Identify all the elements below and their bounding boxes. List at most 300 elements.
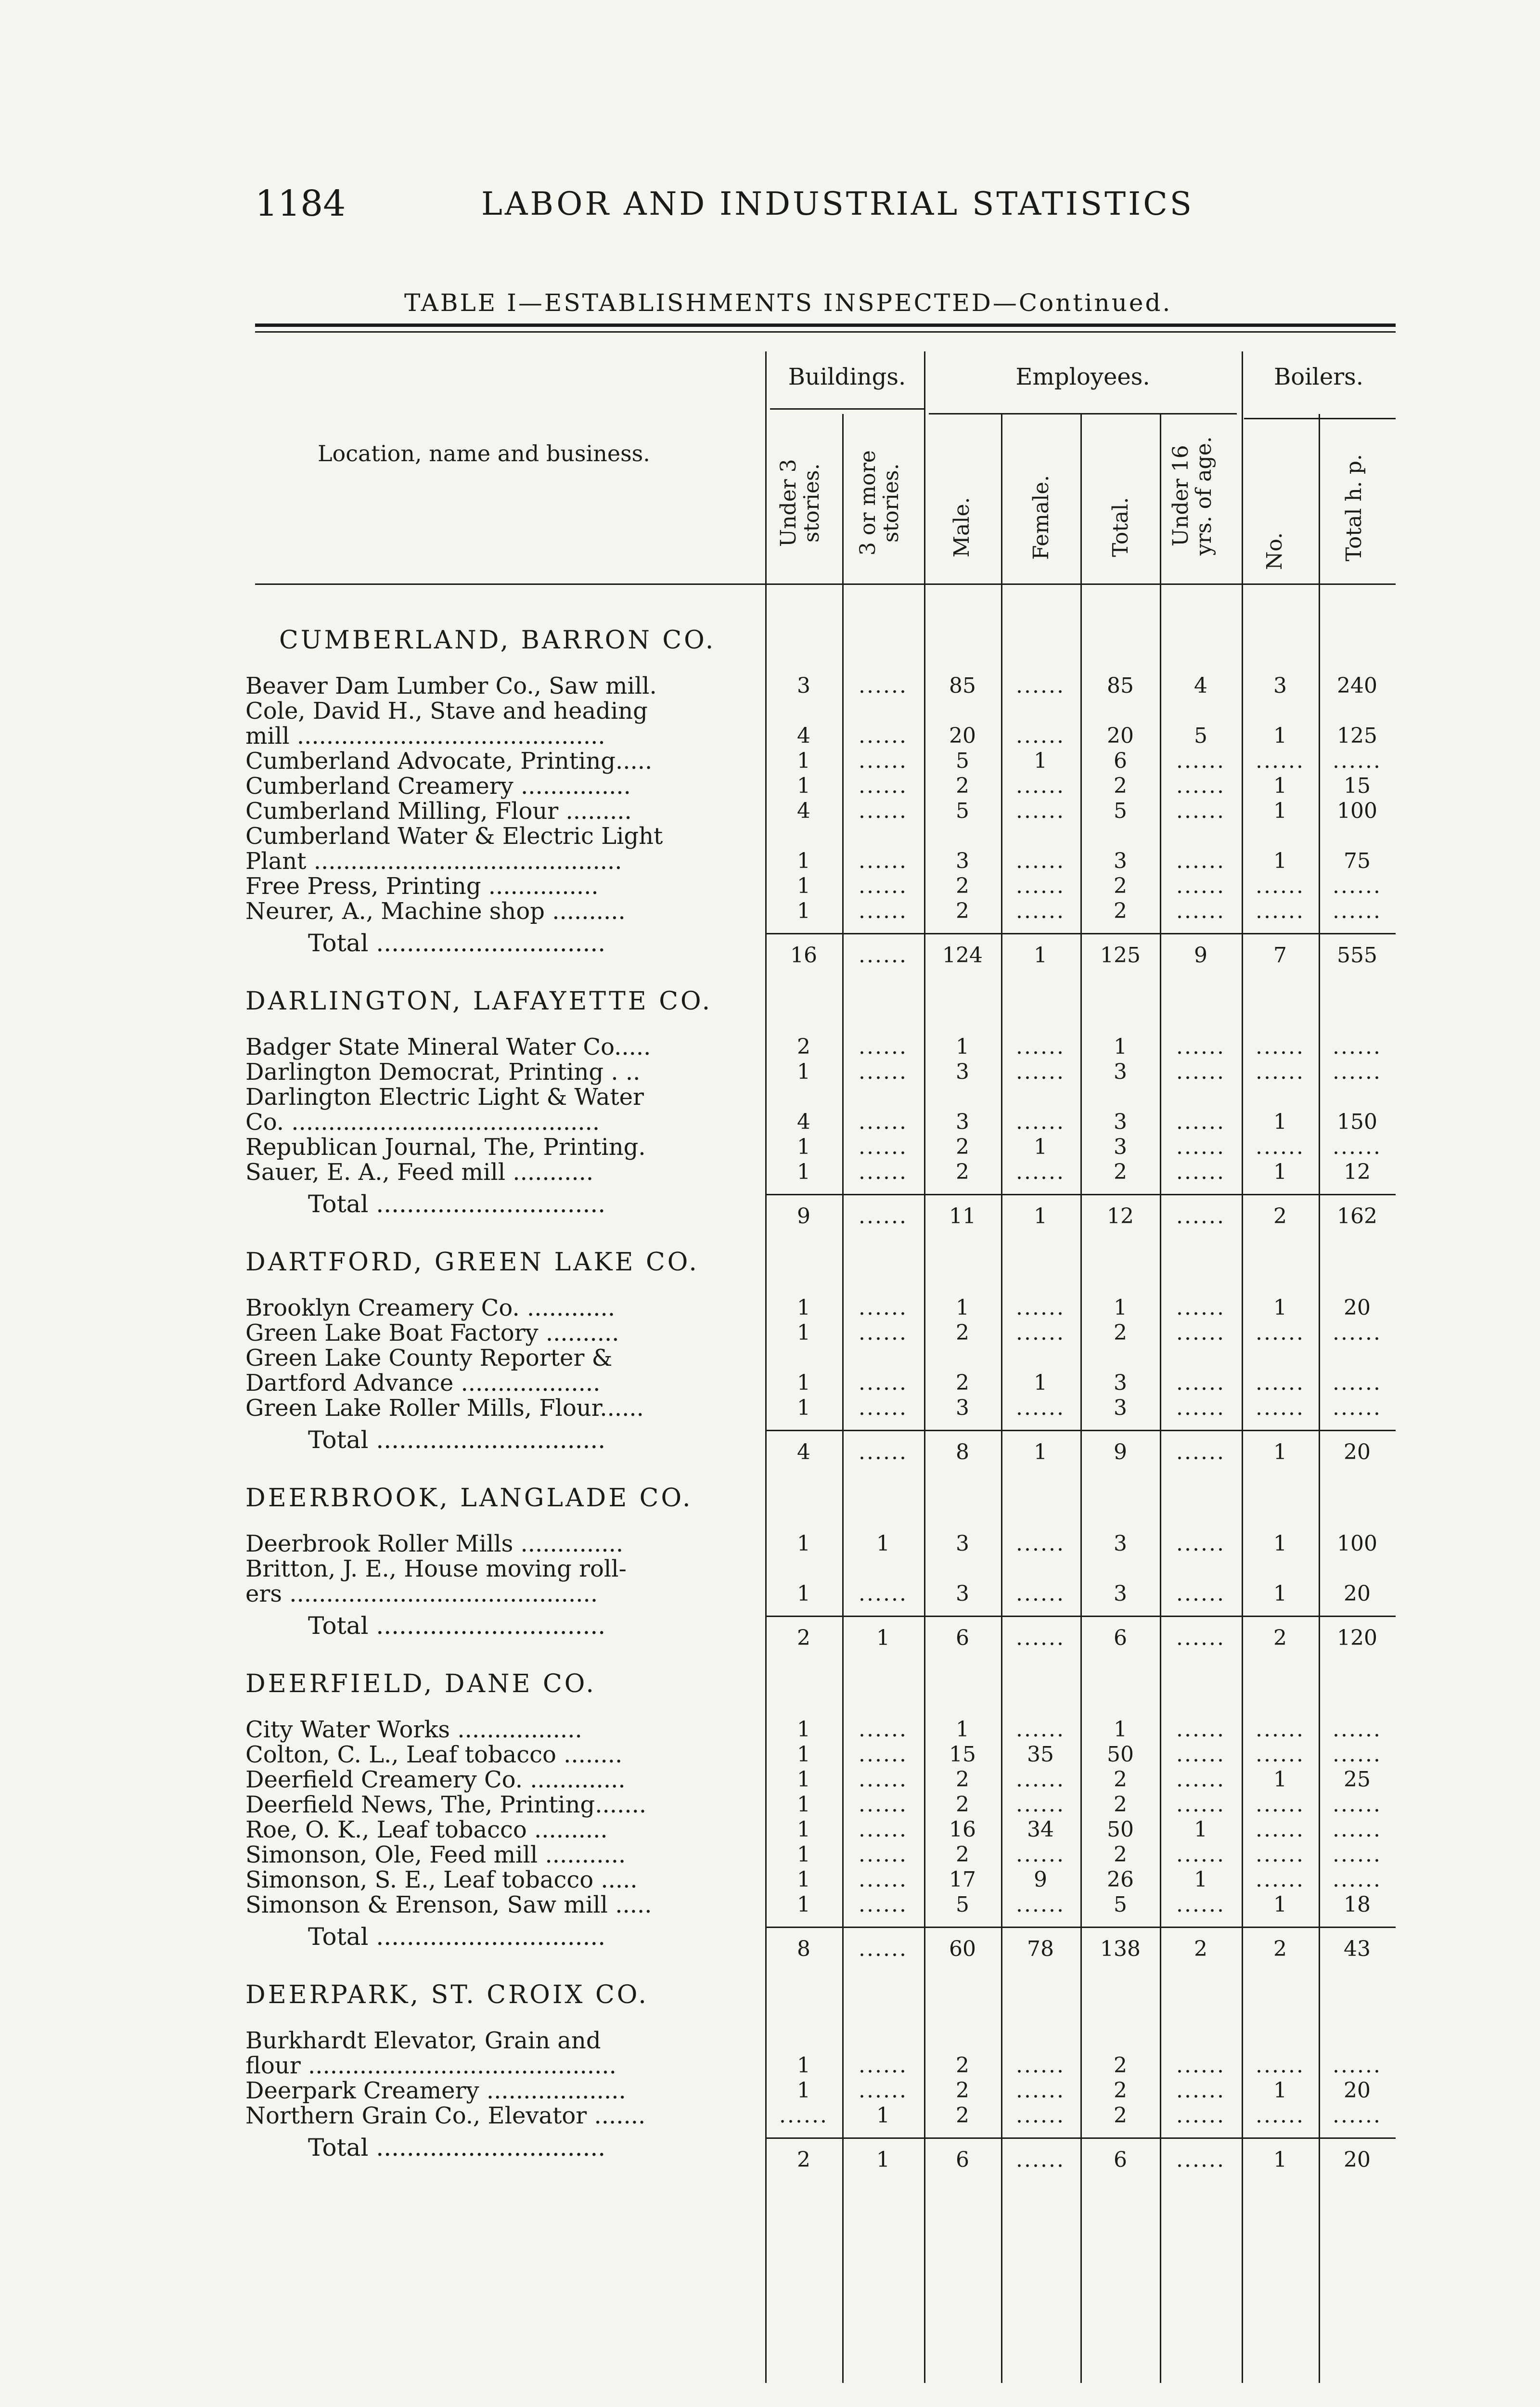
table-cell: 2 (956, 2078, 969, 2103)
total-cell: 11 (949, 1204, 976, 1229)
table-cell: 1 (797, 1892, 810, 1917)
table-cell: 1 (797, 1817, 810, 1842)
table-cell: 3 (1114, 849, 1127, 873)
section-title: DEERFIELD, DANE CO. (245, 1669, 596, 1698)
table-cell: 1 (1273, 1892, 1287, 1917)
table-cell: 1 (1114, 1717, 1127, 1742)
table-cell: ...... (1256, 1320, 1305, 1345)
table-cell: ...... (1016, 1531, 1065, 1556)
table-cell: 1 (956, 1295, 969, 1320)
row-label: Co. .......................................... (245, 1109, 600, 1136)
row-label: Deerpark Creamery ................... (245, 2077, 626, 2104)
boilers-group-header: Boilers. (1273, 363, 1364, 390)
table-cell: ...... (1176, 899, 1225, 923)
total-cell: 6 (1114, 1626, 1127, 1650)
table-cell: ...... (1333, 1371, 1382, 1395)
table-cell: 125 (1337, 724, 1377, 748)
total-cell: 16 (790, 943, 817, 968)
table-cell: 1 (797, 874, 810, 898)
total-cell: ...... (859, 1440, 908, 1464)
table-cell: 1 (797, 1160, 810, 1184)
total-cell: ...... (859, 1937, 908, 1961)
table-cell: 1 (1194, 1817, 1207, 1842)
table-cell: 1 (1273, 1295, 1287, 1320)
row-label: mill .......................................... (245, 723, 605, 750)
table-cell: 1 (876, 1531, 890, 1556)
row-label: Plant .......................................... (245, 848, 622, 875)
section-title: DARTFORD, GREEN LAKE CO. (245, 1248, 699, 1277)
table-cell: ...... (1016, 673, 1065, 698)
table-cell: ...... (859, 1320, 908, 1345)
table-cell: 50 (1107, 1817, 1134, 1842)
total-cell: ...... (1176, 2148, 1225, 2172)
total-cell: 1 (1034, 1204, 1047, 1229)
table-cell: ...... (859, 749, 908, 773)
table-cell: 1 (876, 2103, 890, 2128)
table-cell: ...... (1333, 1717, 1382, 1742)
row-label: Dartford Advance ................... (245, 1370, 601, 1397)
table-cell: 1 (797, 749, 810, 773)
location-header: Location, name and business. (318, 440, 650, 466)
row-label: flour .......................................... (245, 2052, 616, 2079)
table-cell: ...... (1176, 1742, 1225, 1767)
table-cell: 26 (1107, 1867, 1134, 1892)
table-cell: ...... (1176, 874, 1225, 898)
table-cell: 2 (1114, 899, 1127, 923)
table-cell: ...... (1256, 2103, 1305, 2128)
total-cell: 8 (956, 1440, 969, 1464)
total-header: Total. (1108, 497, 1133, 557)
total-cell: 6 (956, 1626, 969, 1650)
row-label: Republican Journal, The, Printing. (245, 1134, 646, 1161)
table-cell: ...... (859, 899, 908, 923)
table-cell: 2 (1114, 1160, 1127, 1184)
table-cell: ...... (1333, 899, 1382, 923)
row-label: Britton, J. E., House moving roll- (245, 1555, 627, 1582)
table-cell: 4 (1194, 673, 1207, 698)
table-cell: 100 (1337, 1531, 1377, 1556)
table-cell: ...... (1333, 1035, 1382, 1059)
table-cell: ...... (859, 849, 908, 873)
table-cell: ...... (1016, 2103, 1065, 2128)
table-cell: ...... (1176, 1060, 1225, 1084)
table-title: TABLE I—ESTABLISHMENTS INSPECTED—Continued. (404, 289, 1172, 317)
table-cell: ...... (1176, 1581, 1225, 1606)
table-cell: ...... (1016, 774, 1065, 798)
table-cell: ...... (859, 2053, 908, 2078)
table-cell: 20 (1344, 2078, 1371, 2103)
row-label: Cumberland Advocate, Printing..... (245, 748, 653, 775)
table-cell: ...... (859, 1817, 908, 1842)
total-label: Total .............................. (308, 1190, 606, 1218)
row-label: Cumberland Water & Electric Light (245, 823, 663, 850)
table-cell: 1 (797, 2078, 810, 2103)
table-cell: ...... (1016, 1320, 1065, 1345)
table-cell: ...... (859, 2078, 908, 2103)
section-title: CUMBERLAND, BARRON CO. (279, 626, 716, 655)
table-cell: 9 (1034, 1867, 1047, 1892)
table-cell: 5 (956, 749, 969, 773)
table-cell: 5 (1194, 724, 1207, 748)
table-cell: ...... (1176, 1110, 1225, 1134)
table-cell: 3 (1114, 1396, 1127, 1420)
table-cell: 2 (956, 1767, 969, 1792)
table-cell: 4 (797, 724, 810, 748)
table-cell: ...... (1333, 874, 1382, 898)
table-cell: 1 (797, 1867, 810, 1892)
table-cell: 2 (956, 1320, 969, 1345)
table-cell: ...... (1256, 1135, 1305, 1159)
table-cell: 1 (1194, 1867, 1207, 1892)
table-cell: ...... (1333, 1396, 1382, 1420)
page-number: 1184 (255, 183, 346, 224)
total-cell: 120 (1337, 1626, 1377, 1650)
table-cell: 1 (1034, 1135, 1047, 1159)
column-line (765, 351, 767, 2383)
total-cell: 138 (1100, 1937, 1141, 1961)
total-cell: 1 (1034, 943, 1047, 968)
table-cell: ...... (1333, 2103, 1382, 2128)
total-cell: 9 (1114, 1440, 1127, 1464)
total-cell: 124 (942, 943, 983, 968)
row-label: Brooklyn Creamery Co. ............ (245, 1294, 616, 1321)
row-label: Darlington Democrat, Printing . .. (245, 1059, 641, 1086)
row-label: Simonson & Erenson, Saw mill ..... (245, 1891, 652, 1918)
table-cell: 3 (797, 673, 810, 698)
total-cell: 1 (876, 1626, 890, 1650)
table-cell: 3 (1114, 1135, 1127, 1159)
total-cell: 1 (1273, 1440, 1287, 1464)
table-cell: ...... (1256, 749, 1305, 773)
section-title: DEERBROOK, LANGLADE CO. (245, 1484, 693, 1513)
table-cell: ...... (1176, 799, 1225, 823)
table-cell: ...... (1176, 1135, 1225, 1159)
table-cell: ...... (1333, 1135, 1382, 1159)
table-cell: ...... (859, 1892, 908, 1917)
row-label: Badger State Mineral Water Co..... (245, 1034, 651, 1061)
female-header: Female. (1029, 475, 1053, 560)
table-cell: 2 (956, 874, 969, 898)
table-cell: 1 (797, 1135, 810, 1159)
table-cell: 17 (949, 1867, 976, 1892)
row-label: Colton, C. L., Leaf tobacco ........ (245, 1741, 623, 1768)
table-cell: 35 (1027, 1742, 1054, 1767)
table-cell: ...... (1016, 849, 1065, 873)
row-label: Cumberland Milling, Flour ......... (245, 798, 632, 825)
table-cell: ...... (1256, 1035, 1305, 1059)
total-cell: ...... (1176, 1626, 1225, 1650)
table-cell: ...... (1016, 1396, 1065, 1420)
table-cell: 3 (1273, 673, 1287, 698)
table-cell: 3 (1114, 1110, 1127, 1134)
table-cell: 3 (1114, 1531, 1127, 1556)
table-cell: 1 (797, 1531, 810, 1556)
row-label: Deerfield News, The, Printing....... (245, 1791, 647, 1818)
table-cell: 16 (949, 1817, 976, 1842)
table-cell: 2 (1114, 2053, 1127, 2078)
table-cell: 1 (1273, 1160, 1287, 1184)
table-cell: 1 (797, 849, 810, 873)
table-cell: ...... (859, 1396, 908, 1420)
table-cell: ...... (859, 1295, 908, 1320)
section-title: DEERPARK, ST. CROIX CO. (245, 1980, 649, 2009)
table-cell: ...... (859, 1110, 908, 1134)
total-cell: 20 (1344, 1440, 1371, 1464)
table-cell: ...... (1256, 1842, 1305, 1867)
table-cell: 25 (1344, 1767, 1371, 1792)
row-label: Cole, David H., Stave and heading (245, 698, 648, 725)
table-cell: 2 (956, 1792, 969, 1817)
table-cell: 1 (1034, 1371, 1047, 1395)
table-cell: 2 (956, 1842, 969, 1867)
table-cell: 12 (1344, 1160, 1371, 1184)
table-cell: 2 (1114, 2078, 1127, 2103)
table-cell: 3 (956, 1531, 969, 1556)
table-cell: 1 (1273, 2078, 1287, 2103)
table-cell: 240 (1337, 673, 1377, 698)
table-cell: ...... (1176, 1531, 1225, 1556)
table-cell: 1 (797, 1396, 810, 1420)
table-cell: 2 (1114, 874, 1127, 898)
table-cell: ...... (1256, 1817, 1305, 1842)
table-cell: 2 (1114, 1842, 1127, 1867)
column-line (1242, 351, 1243, 2383)
table-cell: ...... (1256, 1060, 1305, 1084)
table-cell: ...... (1016, 2078, 1065, 2103)
table-cell: 1 (1273, 849, 1287, 873)
table-cell: 1 (1114, 1035, 1127, 1059)
total-cell: 555 (1337, 943, 1377, 968)
total-cell: ...... (1016, 1626, 1065, 1650)
row-label: Darlington Electric Light & Water (245, 1084, 644, 1111)
row-label: Simonson, S. E., Leaf tobacco ..... (245, 1866, 638, 1893)
table-cell: ...... (1256, 1742, 1305, 1767)
table-cell: ...... (859, 1717, 908, 1742)
table-cell: ...... (1256, 899, 1305, 923)
rule-thin (255, 331, 1396, 333)
row-label: Beaver Dam Lumber Co., Saw mill. (245, 673, 657, 699)
section-title: DARLINGTON, LAFAYETTE CO. (245, 987, 713, 1016)
column-line (1160, 414, 1161, 2383)
total-cell: 9 (1194, 943, 1207, 968)
male-header: Male. (950, 497, 974, 557)
table-cell: 1 (1034, 749, 1047, 773)
table-cell: ...... (1016, 1060, 1065, 1084)
total-cell: 1 (1034, 1440, 1047, 1464)
table-cell: ...... (859, 774, 908, 798)
column-line (1001, 414, 1002, 2383)
buildings-group-header: Buildings. (788, 363, 906, 390)
total-cell: 2 (797, 1626, 810, 1650)
total-cell: 60 (949, 1937, 976, 1961)
table-cell: 3 (956, 1110, 969, 1134)
table-cell: ...... (1016, 874, 1065, 898)
column-line (1319, 414, 1320, 2383)
table-cell: ...... (859, 673, 908, 698)
total-cell: ...... (1176, 1440, 1225, 1464)
table-cell: ...... (1176, 849, 1225, 873)
total-cell: 2 (1194, 1937, 1207, 1961)
row-label: City Water Works ................. (245, 1716, 582, 1743)
total-cell: 4 (797, 1440, 810, 1464)
table-cell: 3 (956, 1581, 969, 1606)
table-cell: 1 (797, 1320, 810, 1345)
table-cell: 18 (1344, 1892, 1371, 1917)
table-cell: ...... (1016, 799, 1065, 823)
table-cell: ...... (1333, 1867, 1382, 1892)
table-cell: 2 (797, 1035, 810, 1059)
table-cell: ...... (859, 724, 908, 748)
table-cell: 20 (1344, 1581, 1371, 1606)
table-cell: ...... (1176, 1160, 1225, 1184)
total-cell: ...... (1016, 2148, 1065, 2172)
table-cell: ...... (1333, 2053, 1382, 2078)
table-cell: 2 (956, 2103, 969, 2128)
table-cell: 1 (797, 2053, 810, 2078)
total-cell: ...... (1176, 1204, 1225, 1229)
table-cell: ...... (1333, 1817, 1382, 1842)
over3-header: 3 or more stories. (856, 450, 903, 556)
table-cell: ...... (859, 1867, 908, 1892)
total-cell: 20 (1344, 2148, 1371, 2172)
table-cell: 15 (949, 1742, 976, 1767)
table-cell: ...... (1256, 2053, 1305, 2078)
column-line (842, 414, 844, 2383)
table-cell: ...... (859, 1371, 908, 1395)
table-cell: ...... (1176, 1892, 1225, 1917)
total-label: Total .............................. (308, 1426, 606, 1454)
table-cell: ...... (1176, 1767, 1225, 1792)
total-label: Total .............................. (308, 2134, 606, 2161)
column-line (924, 351, 925, 2383)
table-cell: 100 (1337, 799, 1377, 823)
table-cell: 1 (956, 1717, 969, 1742)
table-cell: 1 (956, 1035, 969, 1059)
table-cell: ...... (859, 1060, 908, 1084)
table-cell: 50 (1107, 1742, 1134, 1767)
table-cell: 3 (956, 1060, 969, 1084)
table-cell: 3 (1114, 1060, 1127, 1084)
row-label: Sauer, E. A., Feed mill ........... (245, 1159, 594, 1186)
table-cell: 20 (1107, 724, 1134, 748)
table-cell: ...... (1256, 1396, 1305, 1420)
total-cell: ...... (859, 943, 908, 968)
total-label: Total .............................. (308, 929, 606, 957)
row-label: ers .......................................... (245, 1580, 598, 1607)
table-cell: ...... (859, 1581, 908, 1606)
table-cell: 1 (797, 1060, 810, 1084)
table-cell: ...... (1176, 1792, 1225, 1817)
table-cell: 2 (1114, 1792, 1127, 1817)
employees-group-header: Employees. (1015, 363, 1150, 390)
table-cell: 4 (797, 1110, 810, 1134)
table-cell: 2 (1114, 2103, 1127, 2128)
table-cell: 1 (1273, 799, 1287, 823)
total-cell: 43 (1344, 1937, 1371, 1961)
row-label: Neurer, A., Machine shop .......... (245, 898, 626, 925)
table-cell: ...... (1016, 1160, 1065, 1184)
table-cell: 6 (1114, 749, 1127, 773)
row-label: Northern Grain Co., Elevator ....... (245, 2102, 646, 2129)
table-cell: 5 (1114, 799, 1127, 823)
table-cell: ...... (1016, 1792, 1065, 1817)
table-cell: ...... (1256, 1867, 1305, 1892)
table-cell: 2 (956, 899, 969, 923)
table-cell: ...... (1333, 1320, 1382, 1345)
hp-header: Total h. p. (1342, 454, 1366, 562)
table-cell: ...... (1176, 1371, 1225, 1395)
table-cell: ...... (859, 1742, 908, 1767)
table-cell: 2 (956, 1160, 969, 1184)
total-cell: 6 (956, 2148, 969, 2172)
total-label: Total .............................. (308, 1612, 606, 1640)
table-cell: 15 (1344, 774, 1371, 798)
table-cell: ...... (1176, 2103, 1225, 2128)
table-cell: ...... (859, 1035, 908, 1059)
table-cell: 3 (956, 1396, 969, 1420)
row-label: Roe, O. K., Leaf tobacco .......... (245, 1816, 608, 1843)
total-cell: 8 (797, 1937, 810, 1961)
table-cell: ...... (1176, 1295, 1225, 1320)
row-label: Green Lake County Reporter & (245, 1345, 613, 1372)
table-cell: 1 (797, 1742, 810, 1767)
total-cell: 12 (1107, 1204, 1134, 1229)
table-cell: 1 (797, 1767, 810, 1792)
table-cell: 1 (1273, 1110, 1287, 1134)
table-cell: ...... (859, 1792, 908, 1817)
row-label: Simonson, Ole, Feed mill ........... (245, 1841, 626, 1868)
table-cell: ...... (1016, 1892, 1065, 1917)
table-cell: 20 (1344, 1295, 1371, 1320)
under16-header: Under 16 yrs. of age. (1168, 436, 1216, 556)
table-cell: 2 (956, 774, 969, 798)
total-cell: 2 (1273, 1937, 1287, 1961)
table-cell: 4 (797, 799, 810, 823)
table-cell: ...... (1333, 1060, 1382, 1084)
table-cell: 2 (1114, 774, 1127, 798)
table-cell: ...... (1016, 1767, 1065, 1792)
under3-header: Under 3 stories. (776, 459, 824, 547)
table-cell: ...... (1016, 1581, 1065, 1606)
rule-thick (255, 324, 1396, 327)
table-cell: ...... (859, 1842, 908, 1867)
table-cell: 3 (956, 849, 969, 873)
table-cell: 2 (956, 2053, 969, 2078)
total-cell: 6 (1114, 2148, 1127, 2172)
row-label: Cumberland Creamery ............... (245, 773, 631, 800)
total-cell: 125 (1100, 943, 1141, 968)
table-cell: ...... (1016, 1035, 1065, 1059)
table-cell: ...... (1176, 2078, 1225, 2103)
table-cell: ...... (1176, 749, 1225, 773)
total-cell: 1 (876, 2148, 890, 2172)
table-cell: ...... (1176, 1717, 1225, 1742)
table-cell: 1 (797, 1371, 810, 1395)
column-line (1080, 414, 1082, 2383)
table-cell: 2 (956, 1371, 969, 1395)
rule-head-bottom (255, 583, 1396, 585)
table-cell: ...... (1256, 1717, 1305, 1742)
table-cell: ...... (1176, 1396, 1225, 1420)
total-cell: 162 (1337, 1204, 1377, 1229)
table-cell: 5 (956, 799, 969, 823)
table-cell: 20 (949, 724, 976, 748)
table-cell: 5 (1114, 1892, 1127, 1917)
total-label: Total .............................. (308, 1923, 606, 1951)
total-cell: 2 (1273, 1204, 1287, 1229)
table-cell: ...... (859, 799, 908, 823)
table-cell: 1 (1273, 724, 1287, 748)
